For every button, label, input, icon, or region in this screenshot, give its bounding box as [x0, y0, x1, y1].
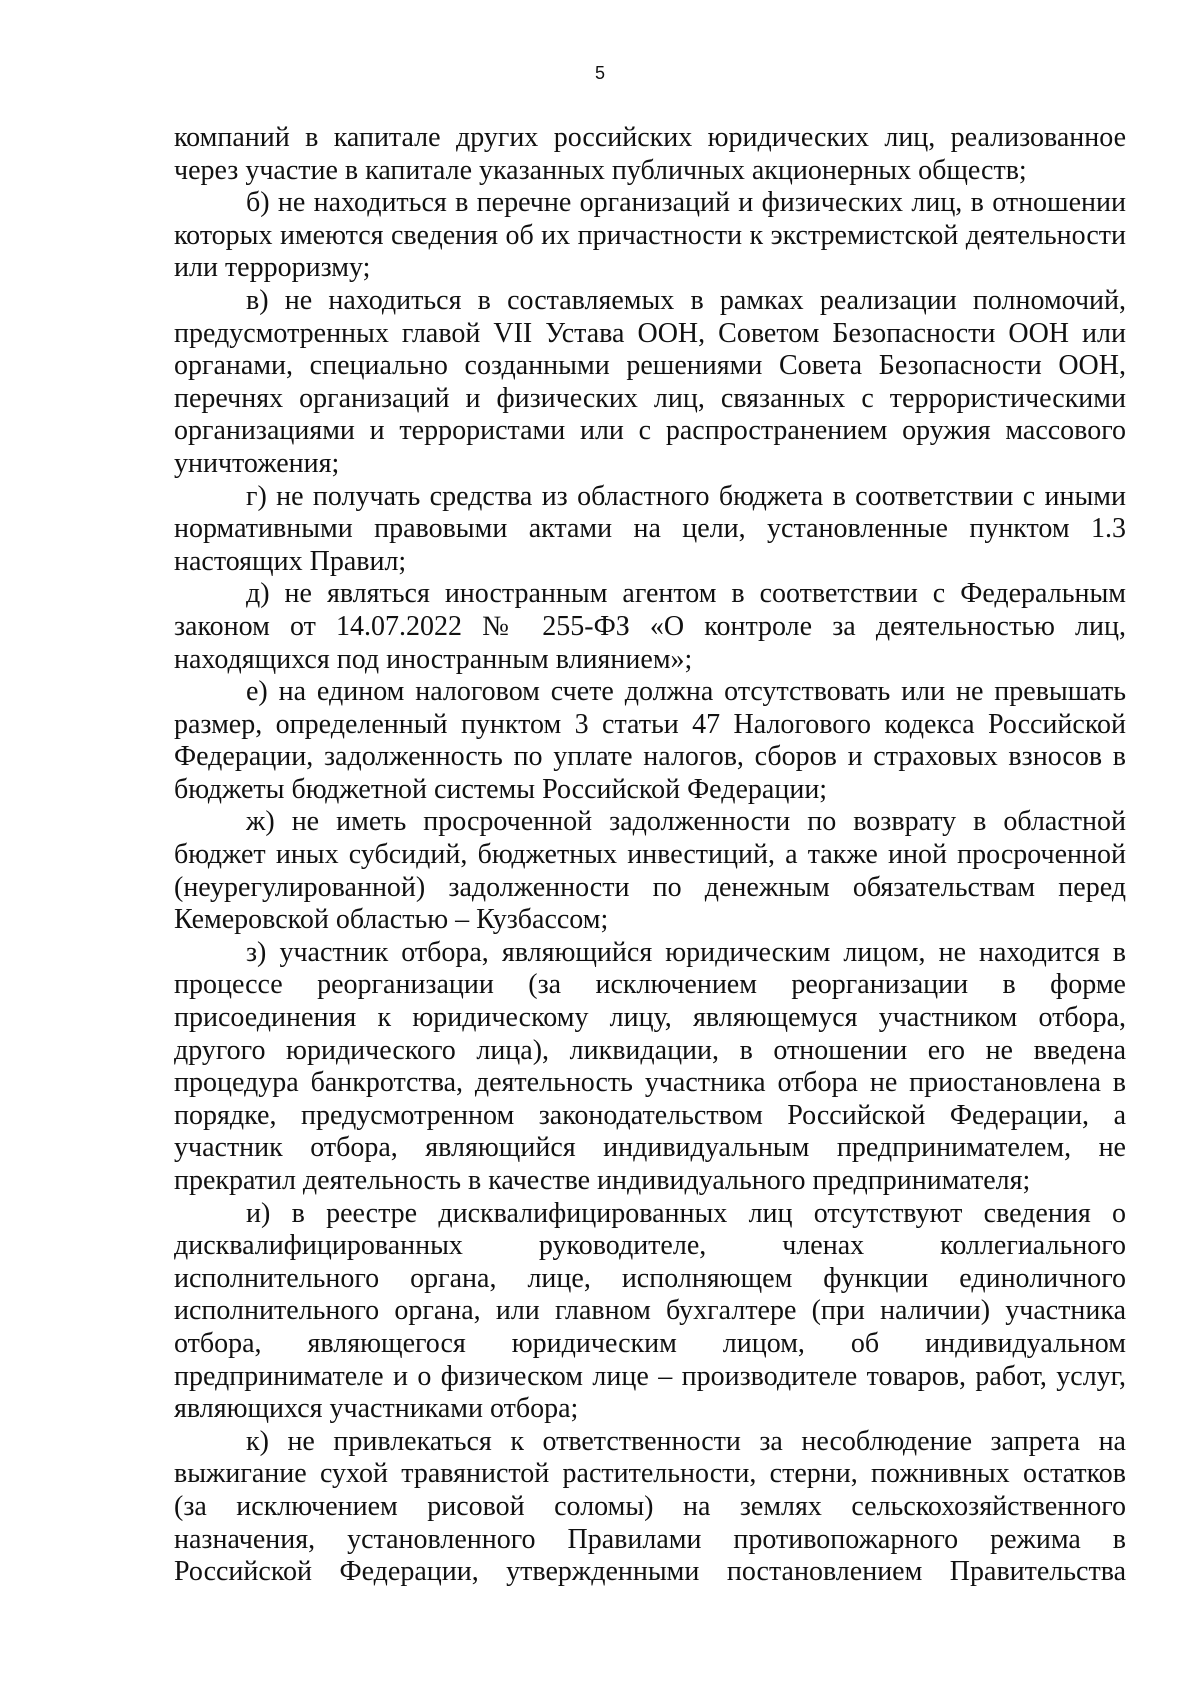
document-body [174, 122, 1126, 1589]
paragraph-continuation: компаний в капитале других российских юридических лиц, реализованное через участие в капитале указанных публичных акционерных обществ; [174, 122, 1126, 186]
paragraph-item-e: е) на едином налоговом счете должна отсутствовать или не превышать размер, определенный пунктом 3 статьи 47 Налогового кодекса Российской Федерации, задолженность по уплате налогов, сборов и страховых взносов в бюджеты бюджетной системы Российской Федерации; [174, 676, 1126, 805]
paragraph-item-z: з) участник отбора, являющийся юридическим лицом, не находится в процессе реорганизации (за исключением реорганизации в форме присоединения к юридическому лицу, являющемуся участником отбора, другого юридического лица), ликвидации, в отношении его не введена процедура банкротства, деятельность участника отбора не приостановлена в порядке, предусмотренном законодательством Российской Федерации, а участник отбора, являющийся индивидуальным предпринимателем, не прекратил деятельность в качестве индивидуального предпринимателя; [174, 936, 1126, 1196]
paragraph-item-k: к) не привлекаться к ответственности за несоблюдение запрета на выжигание сухой травянистой растительности, стерни, пожнивных остатков (за исключением рисовой соломы) на землях сельскохозяйственного назначения, установленного Правилами противопожарного режима в Российской Федерации, утвержденными постановлением Правительства [174, 1425, 1126, 1588]
paragraph-item-i: и) в реестре дисквалифицированных лиц отсутствуют сведения о дисквалифицированных руководителе, членах коллегиального исполнительного органа, лице, исполняющем функции единоличного исполнительного органа, или главном бухгалтере (при наличии) участника отбора, являющегося юридическим лицом, об индивидуальном предпринимателе и о физическом лице – производителе товаров, работ, услуг, являющихся участниками отбора; [174, 1197, 1126, 1425]
paragraph-item-d: д) не являться иностранным агентом в соответствии с Федеральным законом от 14.07.2022 № 255-ФЗ «О контроле за деятельностью лиц, находящихся под иностранным влиянием»; [174, 578, 1126, 675]
page-number: 5 [594, 63, 605, 83]
paragraph-item-b: б) не находиться в перечне организаций и физических лиц, в отношении которых имеются сведения об их причастности к экстремистской деятельности или терроризму; [174, 187, 1126, 284]
paragraph-item-zh: ж) не иметь просроченной задолженности по возврату в областной бюджет иных субсидий, бюджетных инвестиций, а также иной просроченной (неурегулированной) задолженности по денежным обязательствам перед Кемеровской областью – Кузбассом; [174, 806, 1126, 936]
paragraph-item-g: г) не получать средства из областного бюджета в соответствии с иными нормативными правовыми актами на цели, установленные пунктом 1.3 настоящих Правил; [174, 480, 1126, 577]
paragraph-item-v: в) не находиться в составляемых в рамках реализации полномочий, предусмотренных главой VII Устава ООН, Советом Безопасности ООН или органами, специально созданными решениями Совета Безопасности ООН, перечнях организаций и физических лиц, связанных с террористическими организациями и террористами или с распространением оружия массового уничтожения; [174, 284, 1126, 479]
